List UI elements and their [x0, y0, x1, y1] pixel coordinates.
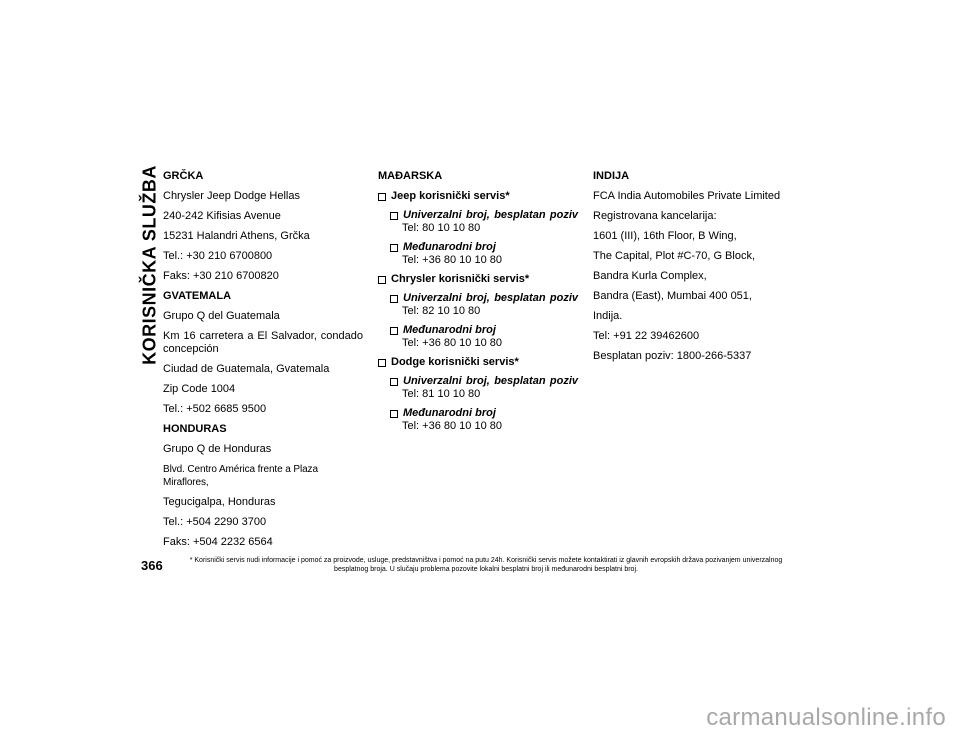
phone-line: Tel: +36 80 10 10 80: [402, 420, 502, 432]
checkbox-square-icon: [390, 295, 398, 303]
watermark: carmanualsonline.info: [706, 704, 946, 731]
address-line: Indija.: [593, 310, 623, 322]
address-line: Registrovana kancelarija:: [593, 210, 717, 222]
address-line: Blvd. Centro América frente a Plaza Miraflores,: [163, 464, 318, 488]
country-heading: INDIJA: [593, 170, 630, 182]
country-block-guatemala: [163, 290, 363, 416]
phone-line: Tel: +36 80 10 10 80: [402, 337, 502, 349]
country-heading: GRČKA: [163, 170, 204, 182]
country-block-greece: [163, 170, 363, 283]
service-group-dodge: [378, 356, 578, 433]
address-line: Grupo Q de Honduras: [163, 443, 272, 455]
country-block-honduras: [163, 423, 363, 549]
checkbox-square-icon: [390, 212, 398, 220]
section-side-title: [138, 165, 162, 365]
checkbox-square-icon: [390, 244, 398, 252]
country-heading: GVATEMALA: [163, 290, 232, 302]
column-right: [593, 170, 793, 370]
phone-line: Tel: +36 80 10 10 80: [402, 254, 502, 266]
service-number-label: [390, 407, 578, 420]
address-line: Ciudad de Guatemala, Gvatemala: [163, 363, 330, 375]
address-line: Bandra (East), Mumbai 400 051,: [593, 290, 752, 302]
service-number-label-text: Univerzalni broj, besplatan poziv: [403, 292, 578, 304]
address-line: Chrysler Jeep Dodge Hellas: [163, 190, 300, 202]
country-block-india: [593, 170, 793, 363]
checkbox-square-icon: [378, 359, 386, 367]
checkbox-square-icon: [390, 327, 398, 335]
checkbox-square-icon: [390, 410, 398, 418]
phone-line: Tel: 81 10 10 80: [402, 388, 481, 400]
phone-line: Tel.: +504 2290 3700: [163, 516, 267, 528]
service-group-title-text: Dodge korisnički servis*: [391, 356, 519, 368]
country-heading: HONDURAS: [163, 423, 227, 435]
phone-line: Tel.: +30 210 6700800: [163, 250, 273, 262]
fax-line: Faks: +504 2232 6564: [163, 536, 273, 548]
service-number-label-text: Međunarodni broj: [403, 324, 496, 336]
checkbox-square-icon: [378, 276, 386, 284]
toll-free-line: Besplatan poziv: 1800-266-5337: [593, 350, 752, 362]
checkbox-square-icon: [378, 193, 386, 201]
service-number-item: [390, 407, 578, 433]
footnote: * Korisnički servis nudi informacije i pomoć za proizvode, usluge, predstavništva i pomoć na putu 24h. Korisnički servis možete kontaktirati iz glavnih evropskih država pozivanjem univerzalnog besplatnog broja. U slučaju problema pozovite lokalni besplatni broj ili međunarodni besplatni broj.: [189, 557, 783, 573]
column-left: [163, 170, 363, 556]
address-line: Zip Code 1004: [163, 383, 236, 395]
address-line: Tegucigalpa, Honduras: [163, 496, 276, 508]
column-middle: [378, 170, 578, 439]
checkbox-square-icon: [390, 378, 398, 386]
service-number-label: [390, 241, 578, 254]
service-group-chrysler: [378, 273, 578, 350]
service-number-label: [390, 292, 578, 305]
service-number-item: [390, 292, 578, 318]
phone-line: Tel: 82 10 10 80: [402, 305, 481, 317]
service-number-item: [390, 209, 578, 235]
address-line: 240-242 Kifisias Avenue: [163, 210, 281, 222]
service-group-title-text: Chrysler korisnički servis*: [391, 273, 530, 285]
fax-line: Faks: +30 210 6700820: [163, 270, 279, 282]
service-group-title: [378, 356, 578, 369]
address-line: Grupo Q del Guatemala: [163, 310, 280, 322]
address-line: 1601 (III), 16th Floor, B Wing,: [593, 230, 737, 242]
service-number-item: [390, 324, 578, 350]
page-number: 366: [141, 558, 163, 573]
service-group-jeep: [378, 190, 578, 267]
service-group-title-text: Jeep korisnički servis*: [391, 190, 510, 202]
service-number-label-text: Međunarodni broj: [403, 407, 496, 419]
phone-line: Tel: 80 10 10 80: [402, 222, 481, 234]
address-line: The Capital, Plot #C-70, G Block,: [593, 250, 756, 262]
phone-line: Tel: +91 22 39462600: [593, 330, 700, 342]
service-number-item: [390, 375, 578, 401]
service-group-title: [378, 190, 578, 203]
service-number-label-text: Univerzalni broj, besplatan poziv: [403, 375, 578, 387]
service-number-label: [390, 209, 578, 222]
service-number-item: [390, 241, 578, 267]
address-line: FCA India Automobiles Private Limited: [593, 190, 781, 202]
service-number-label: [390, 375, 578, 388]
country-heading: MAĐARSKA: [378, 170, 443, 182]
phone-line: Tel.: +502 6685 9500: [163, 403, 267, 415]
service-group-title: [378, 273, 578, 286]
address-line: Km 16 carretera a El Salvador, condado concepción: [163, 330, 363, 355]
service-number-label: [390, 324, 578, 337]
address-line: Bandra Kurla Complex,: [593, 270, 707, 282]
side-title-text: KORISNIČKA SLUŽBA: [139, 165, 160, 365]
service-number-label-text: Univerzalni broj, besplatan poziv: [403, 209, 578, 221]
service-number-label-text: Međunarodni broj: [403, 241, 496, 253]
address-line: 15231 Halandri Athens, Grčka: [163, 230, 310, 242]
